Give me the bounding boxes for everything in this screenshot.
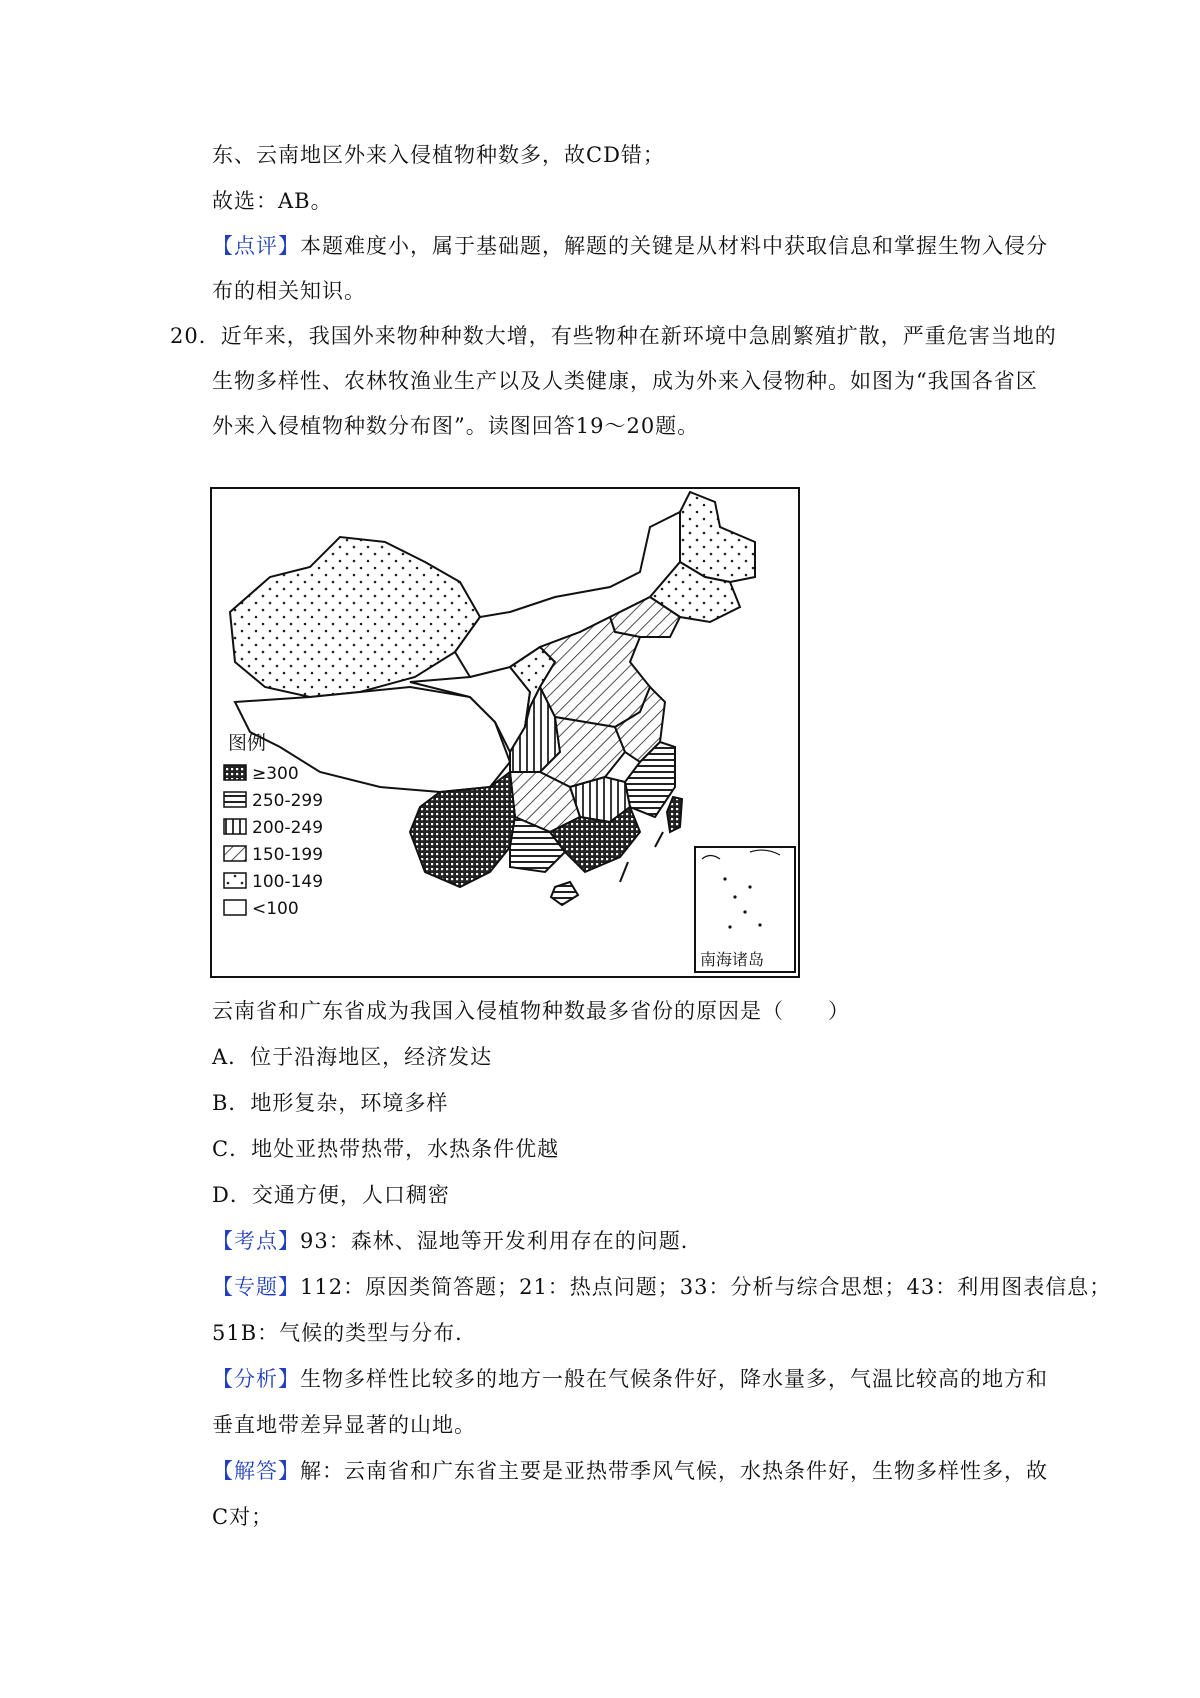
legend-label-250-299: 250-299 [252, 791, 324, 811]
legend-label-200-249: 200-249 [252, 818, 324, 838]
option-c: C．地处亚热带热带，水热条件优越 [212, 1137, 560, 1161]
legend-label-100-149: 100-149 [252, 872, 324, 892]
fenxi-tag: 【分析】 [212, 1367, 300, 1391]
zhuanti-tag: 【专题】 [212, 1275, 300, 1299]
inset-island [758, 923, 761, 926]
question-line-3: 外来入侵植物种数分布图”。读图回答19～20题。 [212, 414, 700, 438]
legend-swatch-250-299 [224, 792, 246, 807]
kaodian-line [212, 1226, 703, 1256]
legend-swatch-ge300 [224, 765, 246, 780]
review-line-2: 布的相关知识。 [212, 279, 366, 303]
legend-swatch-100-149 [224, 873, 246, 888]
question-text: 近年来，我国外来物种种数大增，有些物种在新环境中急剧繁殖扩散，严重危害当地的 [220, 324, 1057, 348]
option-d: D．交通方便，人口稠密 [212, 1183, 450, 1207]
south-china-sea-inset [695, 847, 795, 972]
question-line-2: 生物多样性、农林牧渔业生产以及人类健康，成为外来入侵物种。如图为“我国各省区 [212, 369, 1038, 393]
option-a: A．位于沿海地区，经济发达 [212, 1045, 493, 1069]
legend-title: 图例 [228, 732, 267, 754]
legend-swatch-200-249 [224, 819, 246, 834]
jieda-tag: 【解答】 [212, 1459, 300, 1483]
answer-continuation-line: 东、云南地区外来入侵植物种数多，故CD错； [212, 143, 665, 167]
zhuanti-line-1 [212, 1272, 1111, 1302]
zhuanti-line-2: 51B：气候的类型与分布． [212, 1321, 478, 1345]
question-line-1 [170, 321, 1057, 351]
kaodian-tag: 【考点】 [212, 1229, 300, 1253]
jieda-text: 解：云南省和广东省主要是亚热带季风气候，水热条件好，生物多样性多，故 [300, 1459, 1048, 1483]
fenxi-text: 生物多样性比较多的地方一般在气候条件好，降水量多，气温比较高的地方和 [300, 1367, 1048, 1391]
legend-swatch-lt100 [224, 900, 246, 915]
fenxi-line-2: 垂直地带差异显著的山地。 [212, 1413, 476, 1437]
legend-label-lt100: <100 [252, 899, 299, 919]
legend-label-ge300: ≥300 [252, 764, 299, 784]
review-tag: 【点评】 [212, 234, 300, 258]
jieda-line-1 [212, 1456, 1048, 1486]
invasive-plant-species-map [210, 487, 800, 978]
review-line-1 [212, 231, 1048, 261]
jieda-line-2: C对； [212, 1505, 274, 1529]
inset-island [728, 925, 731, 928]
inset-island [733, 895, 736, 898]
inset-island [723, 877, 726, 880]
legend-swatch-150-199 [224, 846, 246, 861]
zhuanti-text: 112：原因类简答题；21：热点问题；33：分析与综合思想；43：利用图表信息； [300, 1275, 1112, 1299]
answer-choice-line: 故选：AB。 [212, 189, 333, 213]
inset-label: 南海诸岛 [700, 950, 765, 969]
kaodian-text: 93：森林、湿地等开发利用存在的问题． [300, 1229, 703, 1253]
legend-label-150-199: 150-199 [252, 845, 324, 865]
review-text: 本题难度小，属于基础题，解题的关键是从材料中获取信息和掌握生物入侵分 [300, 234, 1048, 258]
question-stem: 云南省和广东省成为我国入侵植物种数最多省份的原因是（ ） [212, 999, 850, 1023]
option-b: B．地形复杂，环境多样 [212, 1091, 449, 1115]
inset-island [743, 910, 746, 913]
inset-island [748, 885, 751, 888]
fenxi-line-1 [212, 1364, 1048, 1394]
question-number: 20． [170, 324, 221, 348]
